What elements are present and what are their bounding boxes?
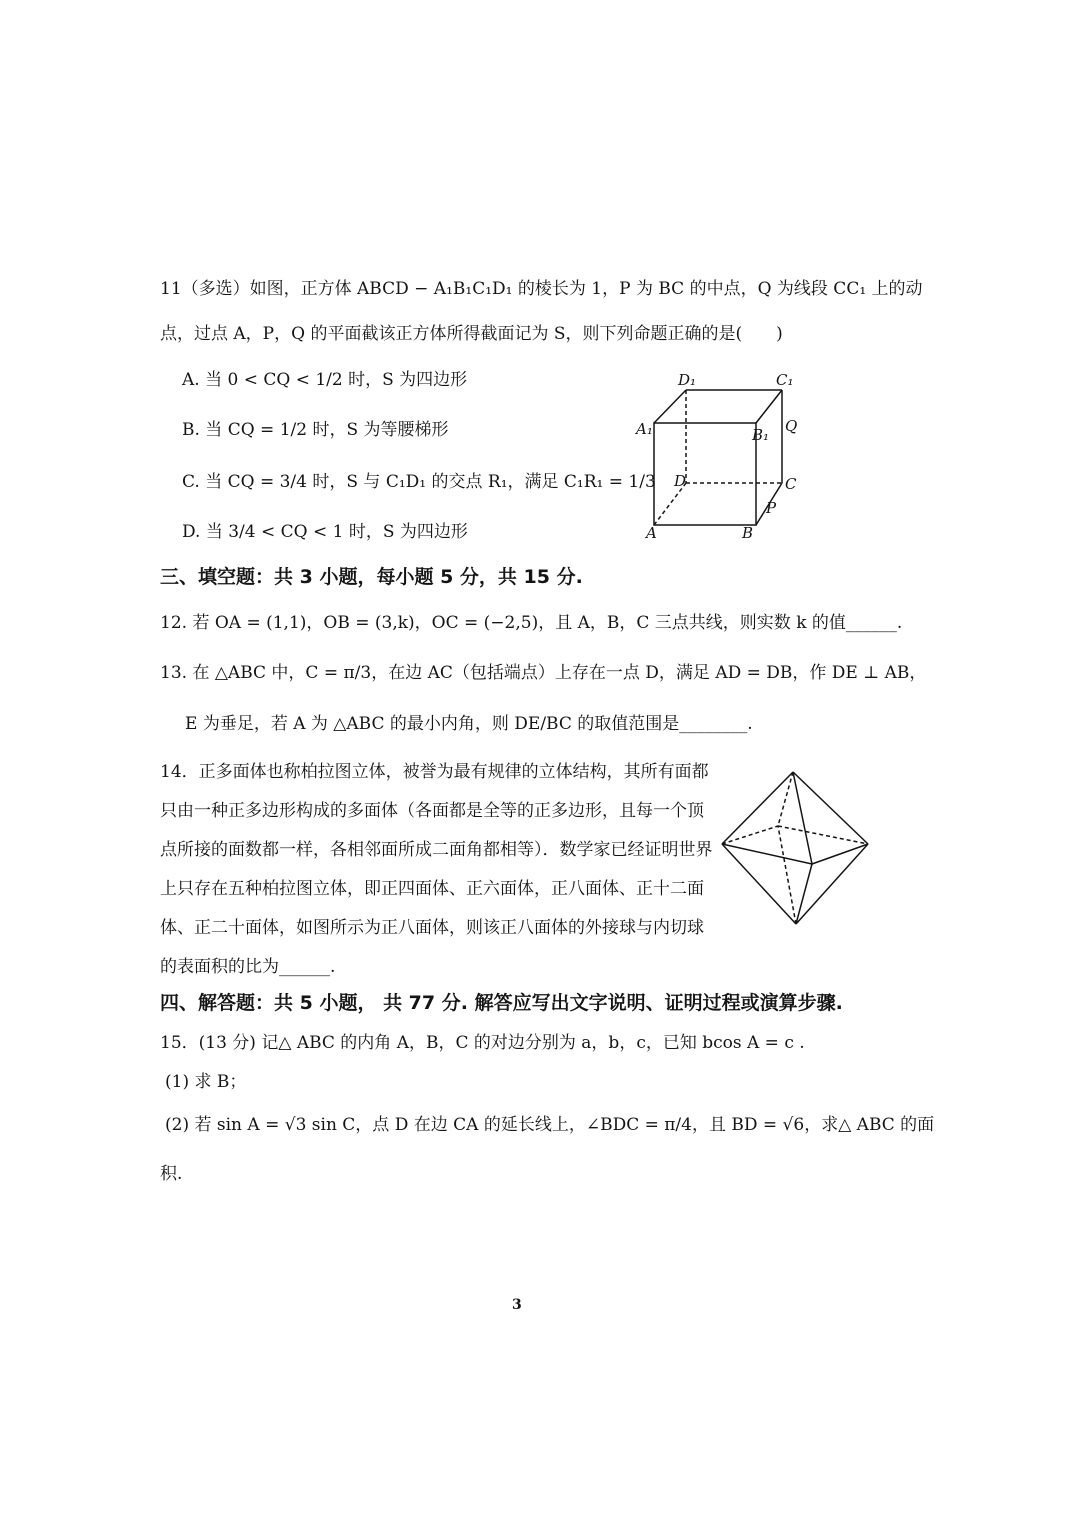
section-3-heading: 三、填空题：共 3 小题，每小题 5 分，共 15 分. [160, 566, 583, 588]
label-p: P [766, 499, 777, 517]
q13-line2: E 为垂足，若 A 为 △ABC 的最小内角，则 DE/BC 的取值范围是________. [185, 714, 753, 734]
q14-line: 的表面积的比为______. [160, 957, 336, 977]
q15-part2: (2) 若 sin A = √3 sin C，点 D 在边 CA 的延长线上，∠BDC = π/4，且 BD = √6，求△ ABC 的面 [165, 1115, 935, 1135]
section-4-heading: 四、解答题：共 5 小题， 共 77 分. 解答应写出文字说明、证明过程或演算步骤. [160, 992, 843, 1014]
q15-part2-cont: 积. [160, 1164, 183, 1184]
q14-line: 上只存在五种柏拉图立体，即正四面体、正六面体，正八面体、正十二面 [160, 879, 704, 899]
label-a1: A₁ [636, 420, 653, 438]
q12-text: 12. 若 OA = (1,1)，OB = (3,k)，OC = (−2,5)，且 A，B，C 三点共线，则实数 k 的值______. [160, 613, 903, 633]
q14-line: 只由一种正多边形构成的多面体（各面都是全等的正多边形，且每一个顶 [160, 801, 704, 821]
q13-line1: 13. 在 △ABC 中，C = π/3，在边 AC（包括端点）上存在一点 D，满足 AD = DB，作 DE ⊥ AB， [160, 663, 927, 683]
label-q: Q [785, 417, 798, 435]
q14-line: 体、正二十面体，如图所示为正八面体，则该正八面体的外接球与内切球 [160, 918, 704, 938]
label-a: A [646, 524, 657, 542]
page-number: 3 [512, 1297, 522, 1313]
q11-stem-line1: 11（多选）如图，正方体 ABCD − A₁B₁C₁D₁ 的棱长为 1，P 为 BC 的中点，Q 为线段 CC₁ 上的动 [160, 279, 923, 299]
q15-part1: (1) 求 B； [165, 1072, 247, 1092]
label-b1: B₁ [752, 426, 770, 444]
q14-line: 点所接的面数都一样，各相邻面所成二面角都相等）．数学家已经证明世界 [160, 840, 713, 860]
q11-option-b: B. 当 CQ = 1/2 时，S 为等腰梯形 [182, 420, 449, 440]
q11-option-d: D. 当 3/4 < CQ < 1 时，S 为四边形 [182, 522, 468, 542]
q11-stem-line2: 点，过点 A，P，Q 的平面截该正方体所得截面记为 S，则下列命题正确的是( ) [160, 324, 783, 344]
q11-option-c: C. 当 CQ = 3/4 时，S 与 C₁D₁ 的交点 R₁，满足 C₁R₁ = 1/3 [182, 472, 656, 492]
q14-line: 14．正多面体也称柏拉图立体，被誉为最有规律的立体结构，其所有面都 [160, 762, 709, 782]
label-b: B [742, 524, 754, 542]
q15-stem: 15．(13 分) 记△ ABC 的内角 A，B，C 的对边分别为 a，b，c，已知 bcos A = c . [160, 1033, 805, 1053]
label-c: C [785, 475, 797, 493]
cube-figure [630, 368, 810, 546]
label-c1: C₁ [776, 371, 794, 389]
q11-option-a: A. 当 0 < CQ < 1/2 时，S 为四边形 [182, 370, 468, 390]
label-d: D [674, 472, 687, 490]
octahedron-figure [718, 766, 872, 930]
label-d1: D₁ [678, 371, 697, 389]
